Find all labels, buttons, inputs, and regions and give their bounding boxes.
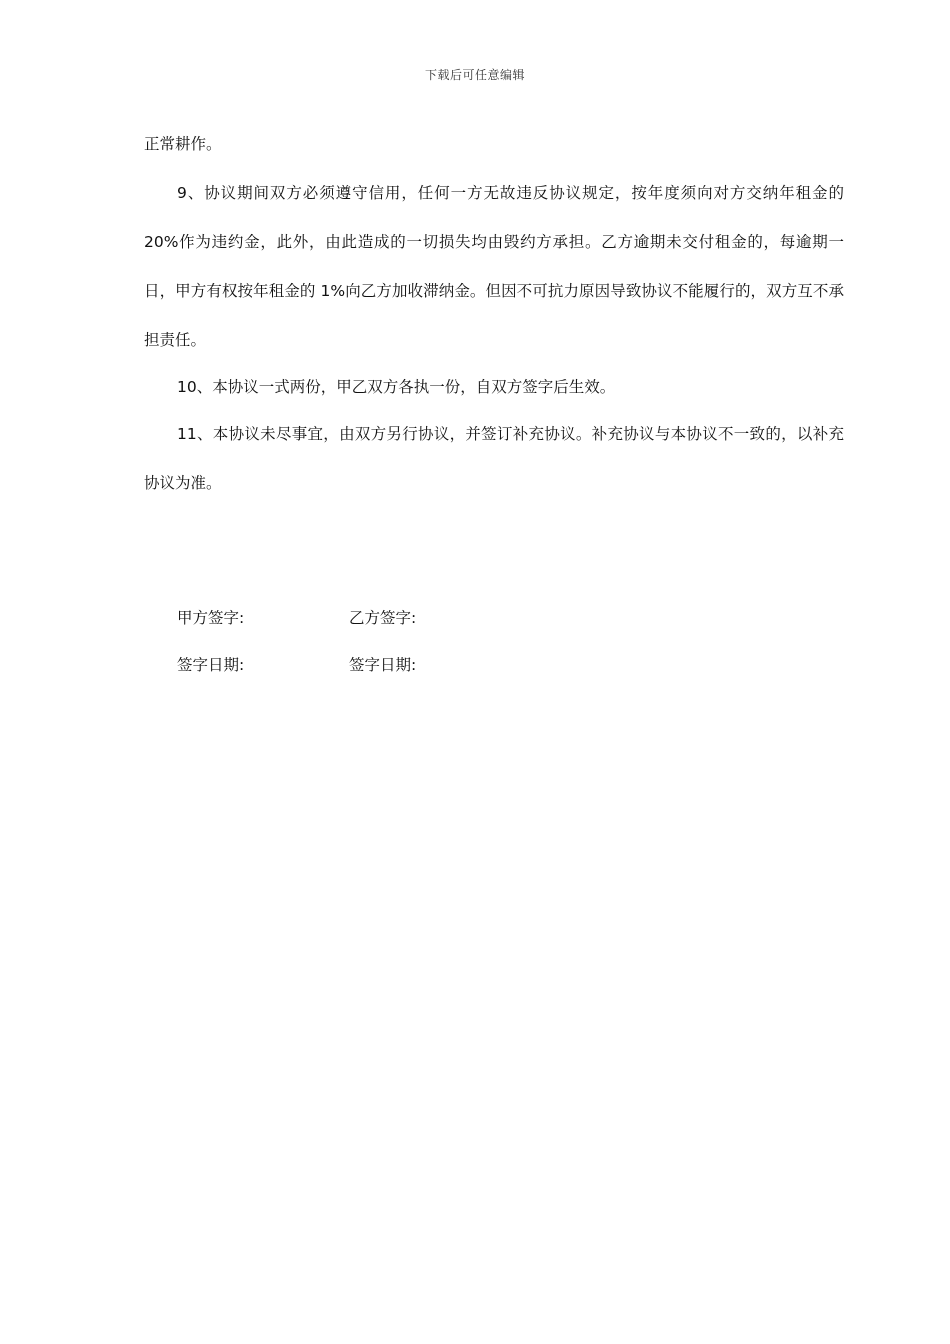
paragraph-continued: 正常耕作。 xyxy=(144,135,222,153)
page-header-note: 下载后可任意编辑 xyxy=(424,68,525,82)
clause-9: 9、协议期间双方必须遵守信用，任何一方无故违反协议规定，按年度须向对方交纳年租金的 20%作为违约金，此外，由此造成的一切损失均由毁约方承担。乙方逾期未交付租金的，每逾期一日，甲方有权按年租金的 1%向乙方加收滞纳金。但因不可抗力原因导致协议不能履行的，双方互不承担责任。 xyxy=(144,184,844,349)
party-b-signature-label: 乙方签字: xyxy=(349,609,417,627)
party-a-signature-label: 甲方签字: xyxy=(177,609,245,627)
clause-11: 11、本协议未尽事宜，由双方另行协议，并签订补充协议。补充协议与本协议不一致的，以补充协议为准。 xyxy=(144,425,844,492)
party-b-date-label: 签字日期: xyxy=(349,656,417,674)
party-a-date-label: 签字日期: xyxy=(177,656,245,674)
agreement-body xyxy=(144,120,844,508)
clause-10: 10、本协议一式两份，甲乙双方各执一份，自双方签字后生效。 xyxy=(177,378,616,396)
